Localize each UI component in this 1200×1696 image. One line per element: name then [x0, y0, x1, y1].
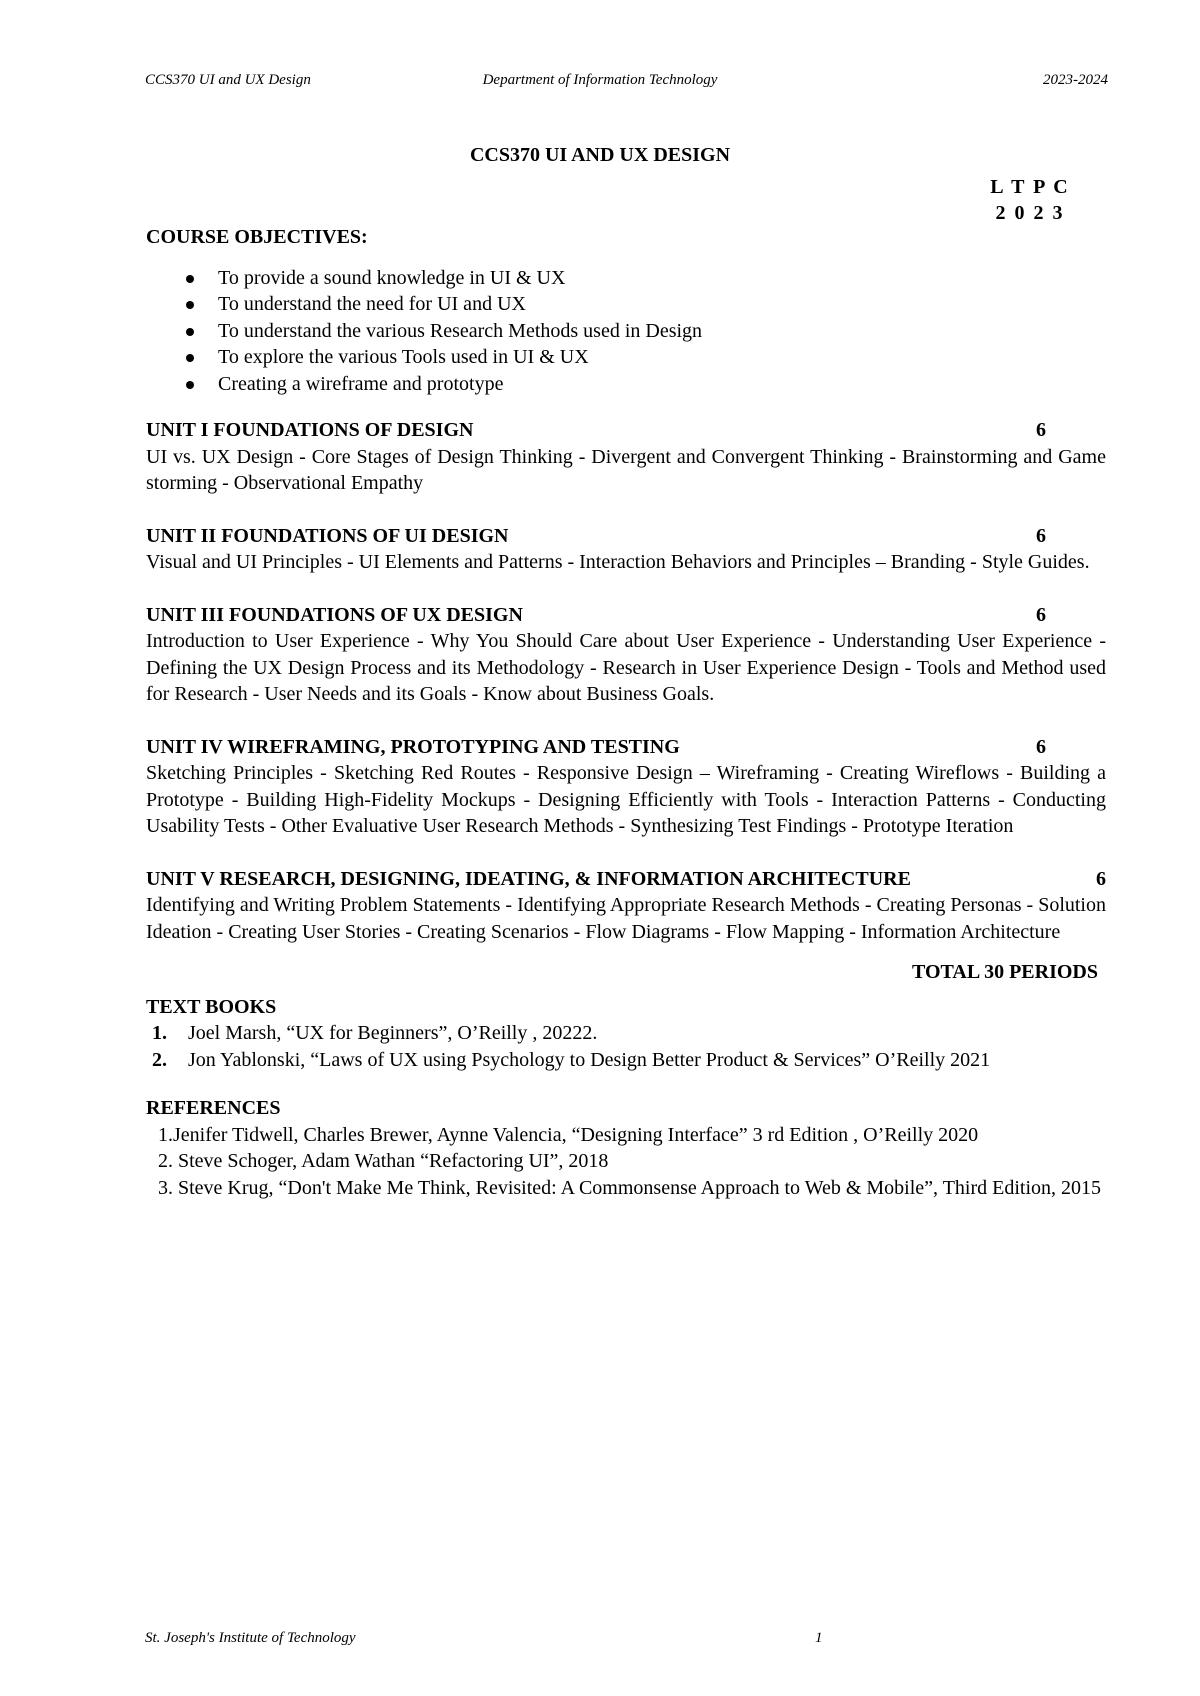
unit-hours: 6 — [1096, 867, 1106, 890]
list-item: Creating a wireframe and prototype — [218, 371, 1106, 398]
unit-5 — [146, 866, 1106, 946]
unit-title: UNIT V RESEARCH, DESIGNING, IDEATING, & INFORMATION ARCHITECTURE — [146, 867, 911, 890]
objectives-list — [146, 265, 1106, 398]
unit-2 — [146, 523, 1106, 576]
unit-hours: 6 — [1036, 603, 1046, 626]
list-item: To provide a sound knowledge in UI & UX — [218, 265, 1106, 292]
page-number: 1 — [815, 1630, 823, 1646]
bullet-icon — [186, 354, 194, 362]
unit-3 — [146, 602, 1106, 708]
header-department: Department of Information Technology — [482, 72, 718, 88]
header-course: CCS370 UI and UX Design — [145, 72, 311, 88]
ltpc-block — [975, 174, 1085, 226]
bullet-icon — [186, 275, 194, 283]
ltpc-values: 2 0 2 3 — [995, 202, 1065, 224]
footer-institute: St. Joseph's Institute of Technology — [145, 1630, 356, 1646]
list-item: To explore the various Tools used in UI & UX — [218, 344, 1106, 371]
unit-hours: 6 — [1036, 419, 1046, 441]
header-year: 2023-2024 — [1043, 72, 1108, 88]
unit-title: UNIT I FOUNDATIONS OF DESIGN — [146, 419, 474, 441]
unit-hours: 6 — [1036, 524, 1046, 547]
bullet-icon — [186, 301, 194, 309]
unit-title: UNIT II FOUNDATIONS OF UI DESIGN — [146, 524, 509, 547]
unit-1 — [146, 417, 1106, 497]
syllabus-content — [146, 224, 1106, 1201]
list-item: 2. Jon Yablonski, “Laws of UX using Psychology to Design Better Product & Services” O’Reilly 2021 — [152, 1048, 991, 1071]
page-title: CCS370 UI AND UX DESIGN — [469, 144, 731, 166]
unit-4 — [146, 734, 1106, 840]
unit-description: Identifying and Writing Problem Statements - Identifying Appropriate Research Methods - Creating Personas - Solution Ideation - Creating User Stories - Creating Scenarios - Flow Diagrams - Flow Mapping - Information Architecture — [146, 894, 1106, 943]
unit-description: Introduction to User Experience - Why You Should Care about User Experience - Understanding User Experience - Defining the UX Design Process and its Methodology - Research in User Experience Design - Tools and Method used for Research - User Needs and its Goals - Know about Business Goals. — [146, 630, 1106, 705]
list-item: 1.Jenifer Tidwell, Charles Brewer, Aynne Valencia, “Designing Interface” 3 rd Edition , O’Reilly 2020 — [158, 1123, 979, 1146]
unit-title: UNIT III FOUNDATIONS OF UX DESIGN — [146, 603, 523, 626]
references-heading: REFERENCES — [146, 1097, 281, 1119]
unit-description: UI vs. UX Design - Core Stages of Design Thinking - Divergent and Convergent Thinking - Brainstorming and Game storming - Observational Empathy — [146, 445, 1106, 494]
textbooks-list — [146, 1020, 1106, 1073]
unit-description: Sketching Principles - Sketching Red Routes - Responsive Design – Wireframing - Creating Wireflows - Building a Prototype - Building High-Fidelity Mockups - Designing Efficiently with Tools - Interaction Patterns - Conducting Usability Tests - Other Evaluative User Research Methods - Synthesizing Test Findings - Prototype Iteration — [146, 762, 1106, 837]
list-item: 3. Steve Krug, “Don't Make Me Think, Revisited: A Commonsense Approach to Web & Mobile”, Third Edition, 2015 — [158, 1176, 1102, 1199]
bullet-icon — [186, 328, 194, 336]
textbooks-heading: TEXT BOOKS — [146, 995, 277, 1018]
unit-title: UNIT IV WIREFRAMING, PROTOTYPING AND TESTING — [146, 735, 680, 758]
list-item: 1. Joel Marsh, “UX for Beginners”, O’Reilly , 20222. — [152, 1022, 598, 1044]
bullet-icon — [186, 381, 194, 389]
objectives-heading: COURSE OBJECTIVES: — [146, 226, 368, 248]
list-item: 2. Steve Schoger, Adam Wathan “Refactoring UI”, 2018 — [158, 1150, 609, 1172]
list-item: To understand the need for UI and UX — [218, 291, 1106, 318]
references-list — [146, 1122, 1106, 1202]
unit-description: Visual and UI Principles - UI Elements and Patterns - Interaction Behaviors and Principles – Branding - Style Guides. — [146, 551, 1090, 573]
ltpc-labels: L T P C — [990, 176, 1070, 198]
unit-hours: 6 — [1036, 735, 1046, 758]
list-item: To understand the various Research Methods used in Design — [218, 318, 1106, 345]
total-periods: TOTAL 30 PERIODS — [912, 961, 1098, 983]
